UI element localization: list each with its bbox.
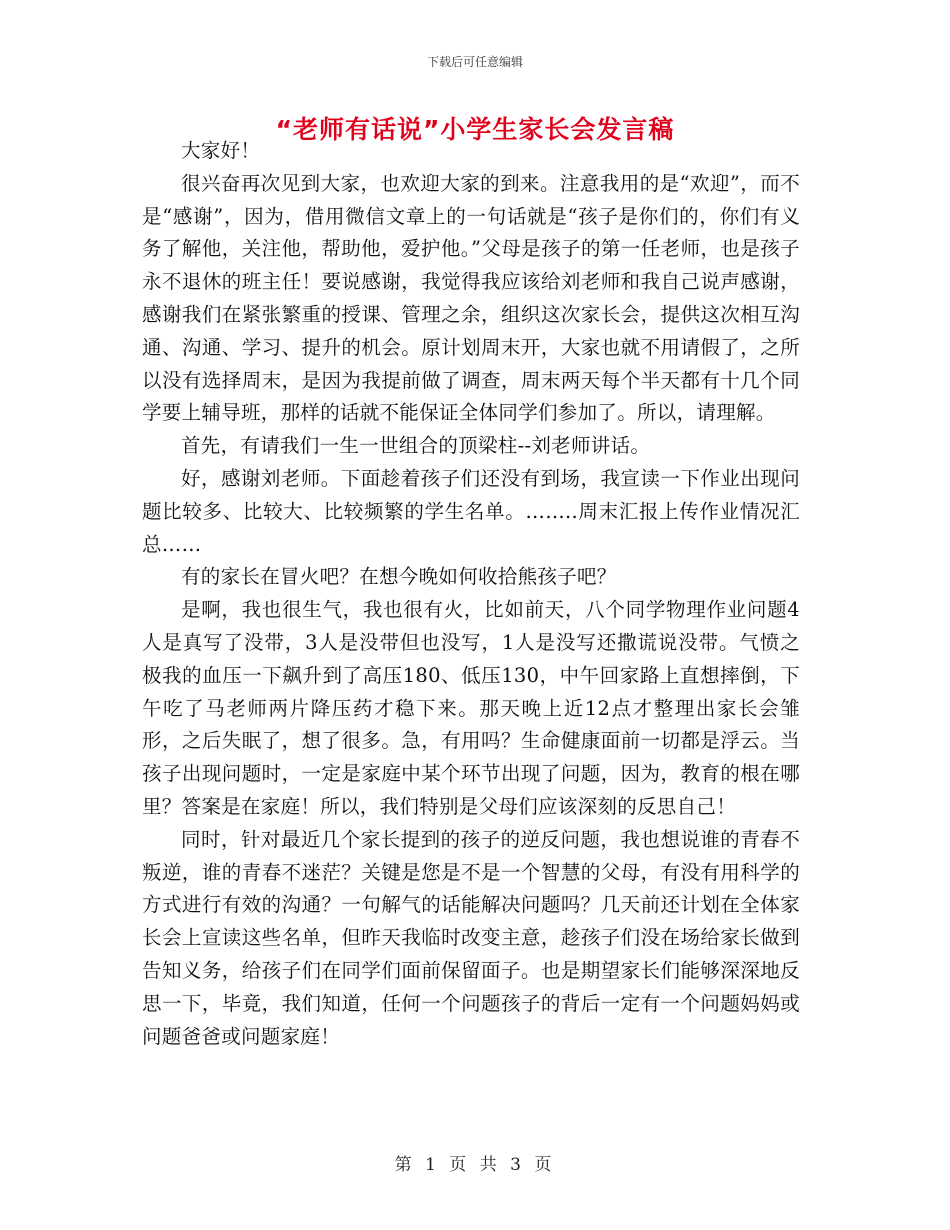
paragraph-welcome: 很兴奋再次见到大家，也欢迎大家的到来。注意我用的是“欢迎”，而不是“感谢”，因为，借用微信文章上的一句话就是“孩子是你们的，你们有义务了解他，关注他，帮助他，爱护他。”父母是孩子的第一任老师，也是孩子永不退休的班主任！要说感谢，我觉得我应该给刘老师和我自己说声感谢，感谢我们在紧张繁重的授课、管理之余，组织这次家长会，提供这次相互沟通、沟通、学习、提升的机会。原计划周末开，大家也就不用请假了，之所以没有选择周末，是因为我提前做了调查，周末两天每个半天都有十几个同学要上辅导班，那样的话就不能保证全体同学们参加了。所以，请理解。 [142,171,800,425]
page-header: 下载后可任意编辑 [426,55,523,69]
paragraph-greeting: 大家好！ [181,139,261,162]
document-body [142,135,800,1053]
paragraph-anger: 是啊，我也很生气，我也很有火，比如前天，八个同学物理作业问题4人是真写了没带，3人是没带但也没写，1人是没写还撒谎说没带。气愤之极我的血压一下飙升到了高压180、低压130，中午回家路上直想摔倒，下午吃了马老师两片降压药才稳下来。那天晚上近12点才整理出家长会雏形，之后失眠了，想了很多。急，有用吗？生命健康面前一切都是浮云。当孩子出现问题时，一定是家庭中某个环节出现了问题，因为，教育的根在哪里？答案是在家庭！所以，我们特别是父母们应该深刻的反思自己！ [142,598,800,818]
paragraph-homework-list: 好，感谢刘老师。下面趁着孩子们还没有到场，我宣读一下作业出现问题比较多、比较大、比较频繁的学生名单。……..周末汇报上传作业情况汇总…… [142,466,800,556]
paragraph-invite-teacher: 首先，有请我们一生一世组合的顶梁柱--刘老师讲话。 [181,434,651,458]
page-number: 第 1 页 共 3 页 [394,1155,556,1175]
paragraph-rebellion: 同时，针对最近几个家长提到的孩子的逆反问题，我也想说谁的青春不叛逆，谁的青春不迷茫？关键是您是不是一个智慧的父母，有没有用科学的方式进行有效的沟通？一句解气的话能解决问题吗？几天前还计划在全体家长会上宣读这些名单，但昨天我临时改变主意，趁孩子们没在场给家长做到告知义务，给孩子们在同学们面前保留面子。也是期望家长们能够深深地反思一下，毕竟，我们知道，任何一个问题孩子的背后一定有一个问题妈妈或问题爸爸或问题家庭！ [142,827,800,1048]
paragraph-question: 有的家长在冒火吧？在想今晚如何收拾熊孩子吧？ [181,565,617,589]
document-title: “老师有话说”小学生家长会发言稿 [275,115,675,144]
